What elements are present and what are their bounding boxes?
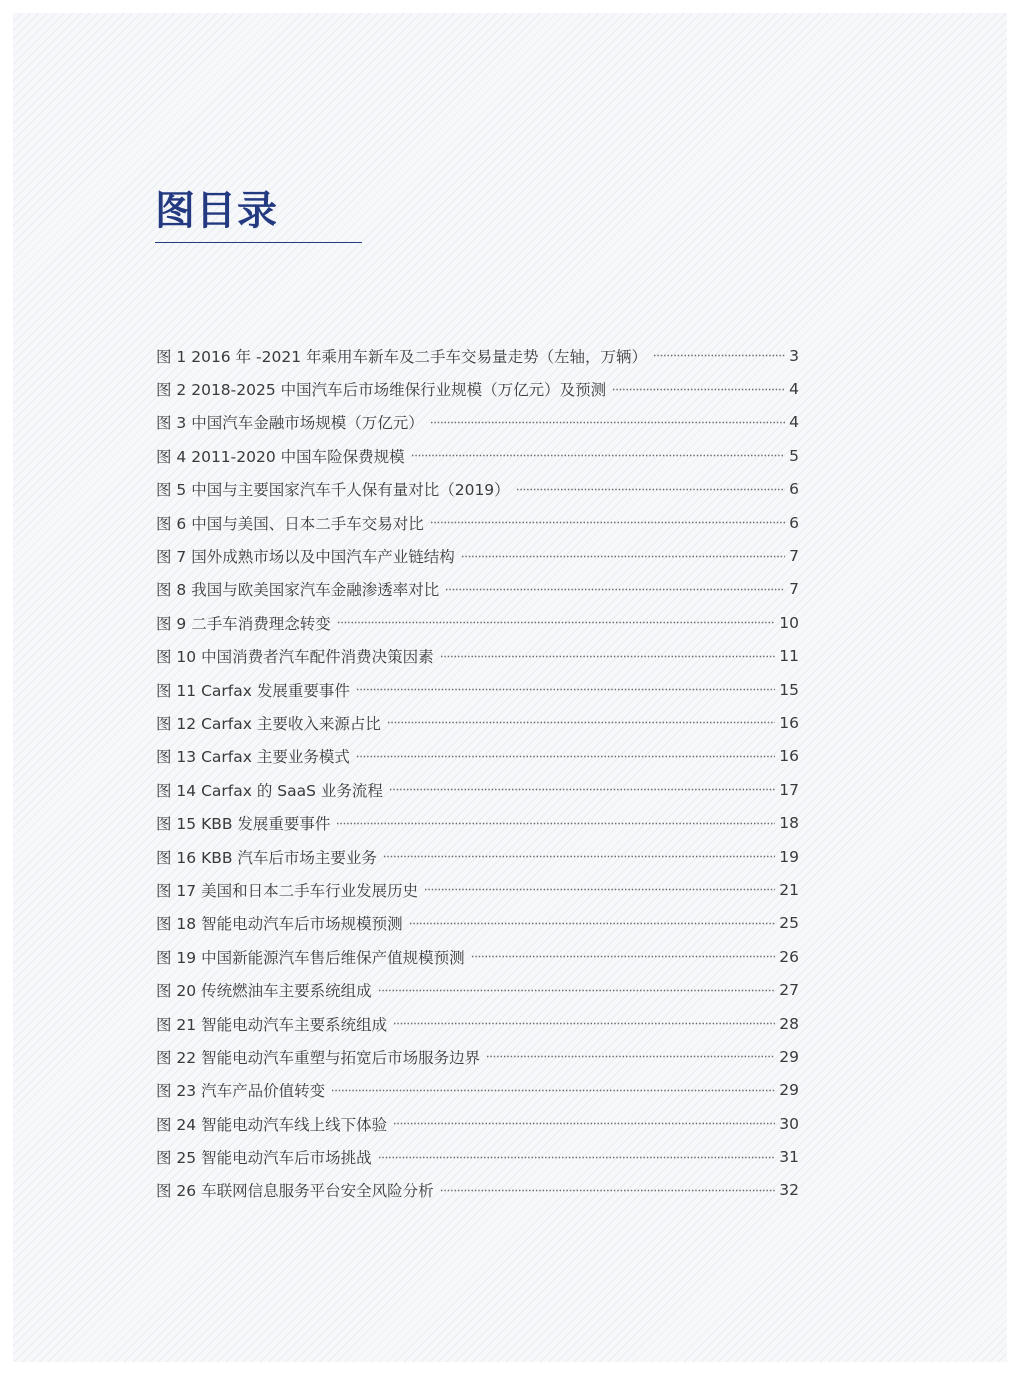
title-underline — [155, 242, 362, 243]
toc-entry-page-number: 26 — [779, 947, 799, 966]
toc-entry-label: 图 7 国外成熟市场以及中国汽车产业链结构 — [156, 548, 455, 567]
toc-entry-label: 图 23 汽车产品价值转变 — [156, 1082, 326, 1101]
toc-entry[interactable] — [156, 573, 799, 606]
toc-dot-leader — [612, 385, 785, 393]
toc-dot-leader — [378, 1153, 776, 1161]
toc-dot-leader — [409, 919, 776, 927]
toc-dot-leader — [337, 619, 776, 627]
toc-dot-leader — [440, 1186, 776, 1194]
toc-entry-label: 图 11 Carfax 发展重要事件 — [156, 681, 350, 700]
toc-entry[interactable] — [156, 539, 799, 572]
toc-entry-label: 图 22 智能电动汽车重塑与拓宽后市场服务边界 — [156, 1048, 481, 1067]
toc-dot-leader — [430, 418, 785, 426]
toc-entry[interactable] — [156, 973, 799, 1006]
toc-entry[interactable] — [156, 1107, 799, 1140]
toc-dot-leader — [424, 886, 775, 894]
toc-entry[interactable] — [156, 940, 799, 973]
toc-entry-page-number: 31 — [779, 1148, 799, 1167]
toc-entry-label: 图 18 智能电动汽车后市场规模预测 — [156, 915, 403, 934]
toc-entry-label: 图 8 我国与欧美国家汽车金融渗透率对比 — [156, 581, 440, 600]
toc-entry-label: 图 19 中国新能源汽车售后维保产值规模预测 — [156, 948, 465, 967]
toc-entry[interactable] — [156, 773, 799, 806]
toc-dot-leader — [387, 719, 775, 727]
toc-entry-page-number: 11 — [779, 647, 799, 666]
toc-dot-leader — [331, 1086, 775, 1094]
toc-entry[interactable] — [156, 873, 799, 906]
toc-entry-label: 图 6 中国与美国、日本二手车交易对比 — [156, 514, 424, 533]
toc-dot-leader — [430, 519, 785, 527]
toc-entry-page-number: 29 — [779, 1047, 799, 1066]
toc-entry-label: 图 20 传统燃油车主要系统组成 — [156, 982, 372, 1001]
toc-entry-page-number: 6 — [789, 513, 799, 532]
toc-entry[interactable] — [156, 339, 799, 372]
toc-entry-label: 图 17 美国和日本二手车行业发展历史 — [156, 881, 419, 900]
toc-entry[interactable] — [156, 439, 799, 472]
toc-dot-leader — [393, 1020, 775, 1028]
toc-dot-leader — [445, 585, 785, 593]
toc-entry-label: 图 2 2018-2025 中国汽车后市场维保行业规模（万亿元）及预测 — [156, 381, 607, 400]
toc-entry-label: 图 12 Carfax 主要收入来源占比 — [156, 714, 381, 733]
toc-dot-leader — [356, 686, 775, 694]
toc-entry-label: 图 16 KBB 汽车后市场主要业务 — [156, 848, 377, 867]
toc-entry[interactable] — [156, 673, 799, 706]
toc-dot-leader — [411, 452, 785, 460]
toc-dot-leader — [440, 652, 776, 660]
toc-entry-label: 图 9 二手车消费理念转变 — [156, 614, 331, 633]
toc-entry[interactable] — [156, 640, 799, 673]
toc-entry-label: 图 14 Carfax 的 SaaS 业务流程 — [156, 781, 383, 800]
toc-dot-leader — [471, 953, 776, 961]
toc-entry-label: 图 5 中国与主要国家汽车千人保有量对比（2019） — [156, 481, 510, 500]
toc-entry-page-number: 29 — [779, 1081, 799, 1100]
toc-entry[interactable] — [156, 372, 799, 405]
toc-entry-page-number: 3 — [789, 346, 799, 365]
toc-entry-page-number: 27 — [779, 981, 799, 1000]
toc-entry-page-number: 4 — [789, 413, 799, 432]
toc-entry-label: 图 4 2011-2020 中国车险保费规模 — [156, 447, 405, 466]
toc-dot-leader — [461, 552, 785, 560]
toc-entry-page-number: 16 — [779, 747, 799, 766]
toc-entry-page-number: 4 — [789, 380, 799, 399]
toc-entry-page-number: 6 — [789, 480, 799, 499]
page-title: 图目录 — [155, 188, 278, 234]
toc-entry-page-number: 7 — [789, 547, 799, 566]
toc-dot-leader — [393, 1120, 775, 1128]
toc-entry[interactable] — [156, 1140, 799, 1173]
toc-entry-page-number: 18 — [779, 814, 799, 833]
toc-entry-page-number: 30 — [779, 1114, 799, 1133]
toc-entry[interactable] — [156, 506, 799, 539]
toc-entry-label: 图 10 中国消费者汽车配件消费决策因素 — [156, 648, 434, 667]
toc-entry-label: 图 1 2016 年 -2021 年乘用车新车及二手车交易量走势（左轴，万辆） — [156, 347, 647, 366]
toc-dot-leader — [516, 485, 785, 493]
toc-entry-label: 图 15 KBB 发展重要事件 — [156, 815, 331, 834]
toc-entry-label: 图 25 智能电动汽车后市场挑战 — [156, 1149, 372, 1168]
toc-dot-leader — [653, 352, 785, 360]
toc-entry[interactable] — [156, 473, 799, 506]
toc-entry[interactable] — [156, 1174, 799, 1207]
toc-entry-page-number: 17 — [779, 780, 799, 799]
toc-entry[interactable] — [156, 907, 799, 940]
figure-toc-list — [156, 339, 799, 1207]
toc-entry-page-number: 25 — [779, 914, 799, 933]
toc-entry[interactable] — [156, 1040, 799, 1073]
toc-entry-page-number: 5 — [789, 446, 799, 465]
toc-entry-label: 图 3 中国汽车金融市场规模（万亿元） — [156, 414, 424, 433]
toc-dot-leader — [378, 986, 776, 994]
toc-entry[interactable] — [156, 806, 799, 839]
toc-entry[interactable] — [156, 1074, 799, 1107]
toc-entry-page-number: 16 — [779, 713, 799, 732]
toc-entry-label: 图 13 Carfax 主要业务模式 — [156, 748, 350, 767]
toc-entry-label: 图 26 车联网信息服务平台安全风险分析 — [156, 1182, 434, 1201]
toc-dot-leader — [336, 819, 775, 827]
toc-entry-page-number: 28 — [779, 1014, 799, 1033]
toc-entry-page-number: 21 — [779, 880, 799, 899]
toc-entry-label: 图 21 智能电动汽车主要系统组成 — [156, 1015, 388, 1034]
toc-entry-page-number: 15 — [779, 680, 799, 699]
toc-entry[interactable] — [156, 706, 799, 739]
toc-entry[interactable] — [156, 740, 799, 773]
toc-entry-page-number: 7 — [789, 580, 799, 599]
toc-entry-page-number: 19 — [779, 847, 799, 866]
toc-entry[interactable] — [156, 606, 799, 639]
toc-entry[interactable] — [156, 1007, 799, 1040]
toc-dot-leader — [383, 853, 775, 861]
toc-entry-page-number: 32 — [779, 1181, 799, 1200]
toc-entry-page-number: 10 — [779, 613, 799, 632]
toc-entry[interactable] — [156, 840, 799, 873]
toc-entry[interactable] — [156, 406, 799, 439]
toc-entry-label: 图 24 智能电动汽车线上线下体验 — [156, 1115, 388, 1134]
toc-dot-leader — [356, 752, 775, 760]
toc-dot-leader — [389, 786, 775, 794]
toc-dot-leader — [486, 1053, 775, 1061]
